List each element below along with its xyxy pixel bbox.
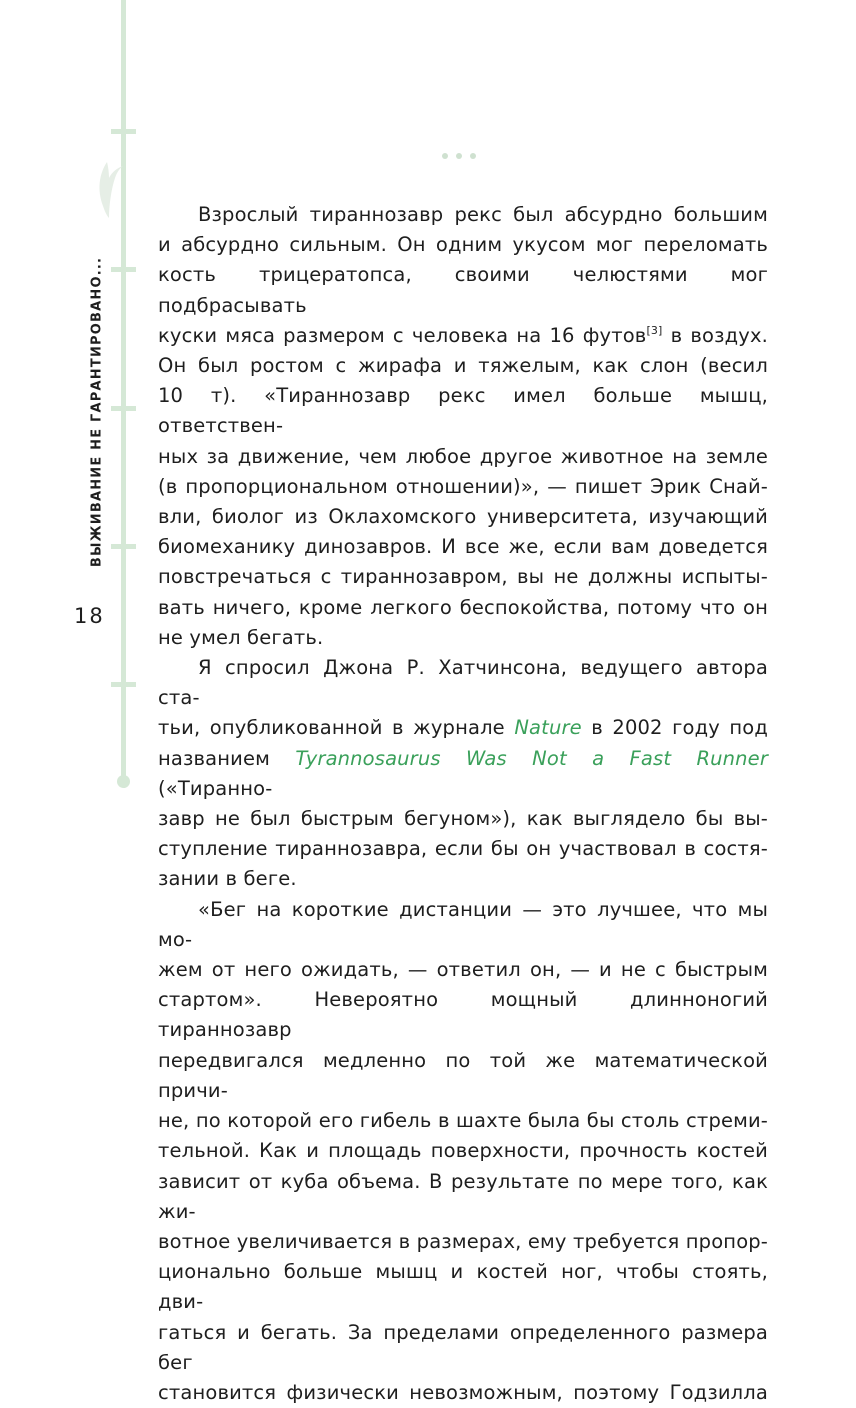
text-line: и абсурдно сильным. Он одним укусом мог переломать: [158, 233, 768, 257]
text-line: «Бег на короткие дистанции — это лучшее, что мы мо-: [158, 897, 768, 951]
text-line: тьи, опубликованной в журнале Nature в 2002 году под: [158, 716, 768, 740]
text-line: зании в беге.: [158, 867, 297, 891]
rail-tick: [111, 406, 136, 411]
text-line: названием Tyrannosaurus Was Not a Fast Runner («Тиранно-: [158, 746, 768, 800]
margin-rail: [121, 0, 126, 780]
text-line: стартом». Невероятно мощный длинноногий тираннозавр: [158, 988, 768, 1042]
rail-end-dot: [117, 775, 130, 788]
feather-icon: [95, 160, 125, 220]
rail-tick: [111, 682, 136, 687]
rail-tick: [111, 129, 136, 134]
text-line: ступление тираннозавра, если бы он участвовал в состя-: [158, 837, 768, 861]
article-title: Tyrannosaurus Was Not a Fast Runner: [295, 746, 768, 770]
rail-tick: [111, 544, 136, 549]
text-line: передвигался медленно по той же математической причи-: [158, 1048, 768, 1102]
text-line: вли, биолог из Оклахомского университета, изучающий: [158, 505, 768, 529]
text-line: биомеханику динозавров. И все же, если вам доведется: [158, 535, 768, 559]
section-ornament: [442, 153, 476, 159]
text-line: не умел бегать.: [158, 625, 324, 649]
text-line: куски мяса размером с человека на 16 футов[3] в воздух.: [158, 323, 768, 347]
text-line: повстречаться с тираннозавром, вы не должны испыты-: [158, 565, 768, 589]
text-line: кость трицератопса, своими челюстями мог подбрасывать: [158, 263, 768, 317]
text-line: ных за движение, чем любое другое животное на земле: [158, 444, 768, 468]
text-line: ционально больше мышц и костей ног, чтобы стоять, дви-: [158, 1260, 768, 1314]
paragraph: [158, 200, 768, 653]
body-text: [158, 200, 768, 1408]
ornament-dot: [456, 153, 462, 159]
text-line: (в пропорциональном отношении)», — пишет Эрик Снай-: [158, 474, 768, 498]
text-line: Он был ростом с жирафа и тяжелым, как слон (весил: [158, 354, 768, 378]
text-line: вать ничего, кроме легкого беспокойства, потому что он: [158, 595, 768, 619]
text-line: 10 т). «Тираннозавр рекс имел больше мышц, ответствен-: [158, 384, 768, 438]
ornament-dot: [470, 153, 476, 159]
text-line: тельной. Как и площадь поверхности, прочность костей: [158, 1139, 768, 1163]
running-head: ВЫЖИВАНИЕ НЕ ГАРАНТИРОВАНО...: [89, 256, 105, 568]
text-line: зависит от куба объема. В результате по мере того, как жи-: [158, 1169, 768, 1223]
text-line: гаться и бегать. За пределами определенного размера бег: [158, 1320, 768, 1374]
ornament-dot: [442, 153, 448, 159]
text-line: жем от него ожидать, — ответил он, — и не с быстрым: [158, 958, 768, 982]
text-line: Я спросил Джона Р. Хатчинсона, ведущего автора ста-: [158, 656, 768, 710]
footnote-mark[interactable]: [3]: [646, 323, 663, 337]
paragraph: [158, 895, 768, 1408]
text-line: становится физически невозможным, поэтому Годзилла: [158, 1380, 768, 1404]
paragraph: [158, 653, 768, 895]
rail-tick: [111, 267, 136, 272]
text-line: вотное увеличивается в размерах, ему требуется пропор-: [158, 1229, 768, 1253]
journal-title: Nature: [514, 716, 582, 740]
text-line: Взрослый тираннозавр рекс был абсурдно большим: [198, 203, 768, 226]
page-number: 18: [74, 604, 105, 628]
text-line: не, по которой его гибель в шахте была бы столь стреми-: [158, 1109, 768, 1133]
text-line: завр не был быстрым бегуном»), как выглядело бы вы-: [158, 807, 768, 831]
